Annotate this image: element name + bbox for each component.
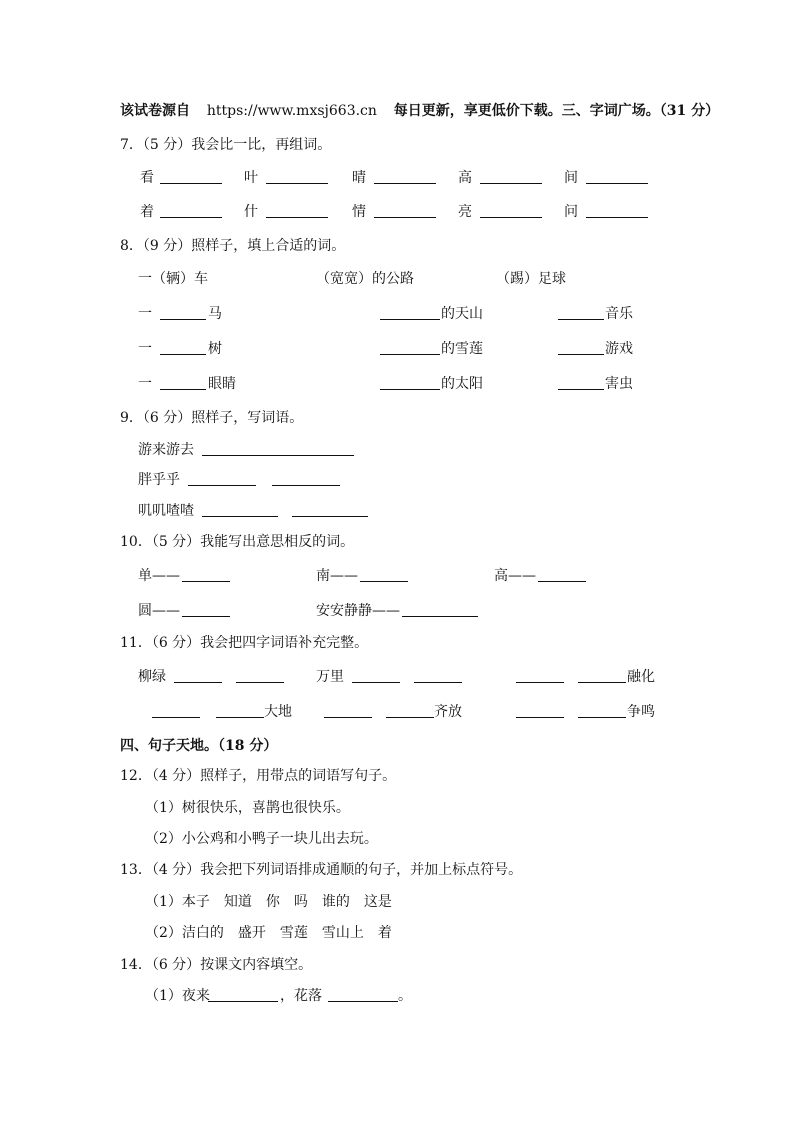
answer-blank[interactable]	[380, 340, 440, 355]
answer-blank[interactable]	[558, 305, 604, 320]
answer-blank[interactable]	[558, 340, 604, 355]
answer-blank[interactable]	[380, 375, 440, 390]
answer-blank[interactable]	[380, 305, 440, 320]
q10-item: 南——	[316, 568, 358, 584]
answer-blank[interactable]	[182, 602, 230, 617]
q8-example: （踢）足球	[496, 271, 566, 287]
answer-blank[interactable]	[216, 703, 264, 718]
answer-blank[interactable]	[236, 668, 284, 683]
header-url[interactable]: https://www.mxsj663.cn	[206, 103, 377, 119]
q7-char: 亮	[458, 204, 472, 220]
q7-char: 间	[564, 170, 578, 186]
q7-char: 什	[244, 204, 258, 220]
q9-title: 9．（6 分）照样子，写词语。	[120, 410, 304, 426]
answer-blank[interactable]	[188, 471, 256, 486]
header-line	[120, 102, 719, 120]
q7-char: 问	[564, 204, 578, 220]
q10-item: 安安静静——	[316, 603, 400, 619]
q7-char: 着	[140, 204, 154, 220]
q8-word: 马	[208, 306, 222, 322]
answer-blank[interactable]	[272, 471, 340, 486]
q12-item: （2）小公鸡和小鸭子一块儿出去玩。	[145, 831, 378, 847]
answer-blank[interactable]	[160, 305, 206, 320]
q8-word: 音乐	[605, 306, 633, 322]
answer-blank[interactable]	[292, 502, 368, 517]
q12-item: （1）树很快乐，喜鹊也很快乐。	[145, 800, 350, 816]
answer-blank[interactable]	[160, 169, 222, 184]
q9-example: 胖乎乎	[138, 472, 180, 488]
q14-prefix: （1）夜来	[145, 988, 210, 1004]
q9-example: 叽叽喳喳	[138, 503, 194, 519]
answer-blank[interactable]	[266, 169, 328, 184]
answer-blank[interactable]	[182, 567, 230, 582]
header-prefix: 该试卷源自	[120, 103, 190, 119]
answer-blank[interactable]	[480, 203, 542, 218]
answer-blank[interactable]	[538, 567, 586, 582]
answer-blank[interactable]	[152, 703, 200, 718]
q10-item: 圆——	[138, 603, 180, 619]
answer-blank[interactable]	[160, 375, 206, 390]
answer-blank[interactable]	[374, 169, 436, 184]
header-suffix: 每日更新，享更低价下载。三、字词广场。（31 分）	[393, 103, 720, 119]
q8-word: 的太阳	[441, 376, 483, 392]
answer-blank[interactable]	[402, 602, 478, 617]
answer-blank[interactable]	[558, 375, 604, 390]
answer-blank[interactable]	[578, 668, 626, 683]
answer-blank[interactable]	[202, 441, 354, 456]
answer-blank[interactable]	[386, 703, 434, 718]
q8-prefix: 一	[138, 376, 152, 392]
q8-word: 的天山	[441, 306, 483, 322]
q9-example: 游来游去	[138, 442, 194, 458]
q8-word: 眼睛	[208, 376, 236, 392]
q10-item: 单——	[138, 568, 180, 584]
q14-end: 。	[398, 988, 412, 1004]
q11-word: 争鸣	[627, 704, 655, 720]
answer-blank[interactable]	[374, 203, 436, 218]
q8-word: 树	[208, 341, 222, 357]
q13-item: （1）本子 知道 你 吗 谁的 这是	[145, 894, 392, 910]
q8-example: （宽宽）的公路	[316, 271, 414, 287]
answer-blank[interactable]	[160, 340, 206, 355]
answer-blank[interactable]	[352, 668, 400, 683]
q12-title: 12．（4 分）照样子，用带点的词语写句子。	[120, 768, 397, 784]
q8-word: 的雪莲	[441, 341, 483, 357]
q8-word: 害虫	[605, 376, 633, 392]
q8-prefix: 一	[138, 306, 152, 322]
q14-mid: ，花落	[280, 988, 322, 1004]
q11-title: 11．（6 分）我会把四字词语补充完整。	[120, 635, 369, 651]
q11-word: 齐放	[434, 704, 462, 720]
q7-title: 7．（5 分）我会比一比，再组词。	[120, 137, 332, 153]
answer-blank[interactable]	[516, 668, 564, 683]
q11-word: 融化	[627, 669, 655, 685]
q7-char: 晴	[352, 170, 366, 186]
q7-char: 看	[140, 170, 154, 186]
answer-blank[interactable]	[328, 987, 398, 1002]
answer-blank[interactable]	[324, 703, 372, 718]
answer-blank[interactable]	[480, 169, 542, 184]
q11-word: 万里	[316, 669, 344, 685]
q14-title: 14．（6 分）按课文内容填空。	[120, 957, 313, 973]
answer-blank[interactable]	[414, 668, 462, 683]
answer-blank[interactable]	[174, 668, 222, 683]
q10-item: 高——	[494, 568, 536, 584]
q8-prefix: 一	[138, 341, 152, 357]
answer-blank[interactable]	[160, 203, 222, 218]
answer-blank[interactable]	[202, 502, 278, 517]
q8-word: 游戏	[605, 341, 633, 357]
q10-title: 10．（5 分）我能写出意思相反的词。	[120, 534, 355, 550]
q7-char: 情	[352, 204, 366, 220]
q7-char: 叶	[244, 170, 258, 186]
q11-word: 大地	[264, 704, 292, 720]
q8-example: 一（辆）车	[138, 271, 208, 287]
answer-blank[interactable]	[578, 703, 626, 718]
q11-word: 柳绿	[138, 669, 166, 685]
q7-char: 高	[458, 170, 472, 186]
q8-title: 8．（9 分）照样子，填上合适的词。	[120, 238, 346, 254]
answer-blank[interactable]	[266, 203, 328, 218]
q13-item: （2）洁白的 盛开 雪莲 雪山上 着	[145, 925, 392, 941]
answer-blank[interactable]	[360, 567, 408, 582]
answer-blank[interactable]	[208, 987, 278, 1002]
q13-title: 13．（4 分）我会把下列词语排成通顺的句子，并加上标点符号。	[120, 862, 523, 878]
answer-blank[interactable]	[516, 703, 564, 718]
answer-blank[interactable]	[586, 169, 648, 184]
section-four-title: 四、句子天地。（18 分）	[120, 738, 278, 754]
answer-blank[interactable]	[586, 203, 648, 218]
